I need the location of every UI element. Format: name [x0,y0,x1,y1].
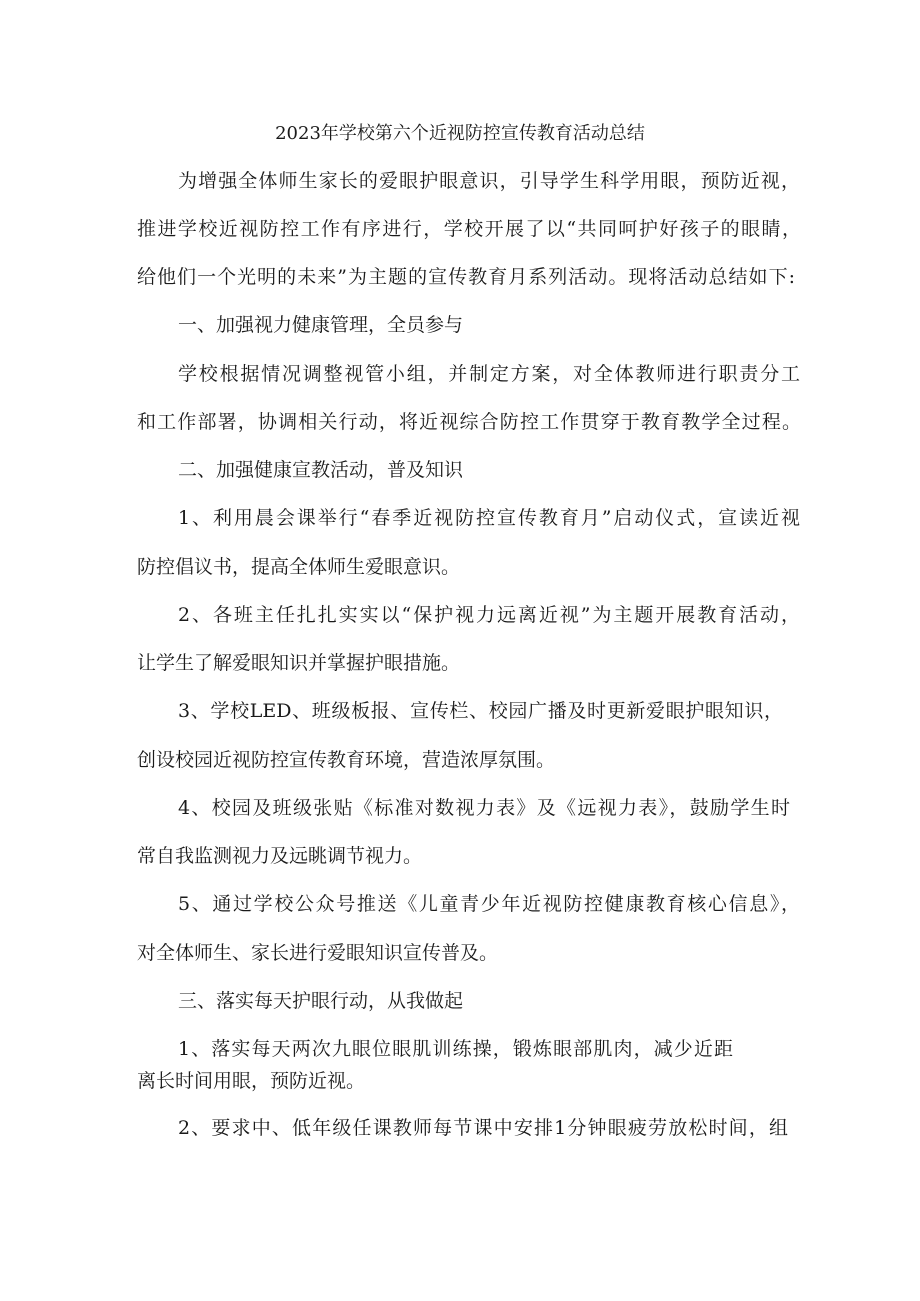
paragraph-line: 推进学校近视防控工作有序进行，学校开展了以“共同呵护好孩子的眼睛， [137,218,801,240]
paragraph-line: 5、通过学校公众号推送《儿童青少年近视防控健康教育核心信息》， [178,893,800,915]
section-heading: 二、加强健康宣教活动，普及知识 [178,459,464,481]
section-heading: 三、落实每天护眼行动，从我做起 [178,990,464,1012]
paragraph-line: 3、学校LED、班级板报、宣传栏、校园广播及时更新爱眼护眼知识， [178,700,783,722]
paragraph-line: 1、利用晨会课举行“春季近视防控宣传教育月”启动仪式，宣读近视 [178,507,800,529]
paragraph-line: 1、落实每天两次九眼位眼肌训练操，锻炼眼部肌肉，减少近距 [178,1038,733,1060]
paragraph-line: 4、校园及班级张贴《标准对数视力表》及《远视力表》，鼓励学生时 [178,797,790,819]
document-title: 2023年学校第六个近视防控宣传教育活动总结 [275,123,645,144]
paragraph-line: 对全体师生、家长进行爱眼知识宣传普及。 [137,942,499,964]
paragraph-line: 给他们一个光明的未来”为主题的宣传教育月系列活动。现将活动总结如下: [137,266,795,288]
paragraph-line: 常自我监测视力及远眺调节视力。 [137,845,423,867]
paragraph-line: 和工作部署，协调相关行动，将近视综合防控工作贯穿于教育教学全过程。 [137,411,801,433]
paragraph-line: 离长时间用眼，预防近视。 [137,1070,366,1092]
paragraph-line: 为增强全体师生家长的爱眼护眼意识，引导学生科学用眼，预防近视， [178,170,800,192]
paragraph-line: 2、要求中、低年级任课教师每节课中安排1分钟眼疲劳放松时间，组 [178,1117,788,1139]
paragraph-line: 学校根据情况调整视管小组，并制定方案，对全体教师进行职责分工 [178,363,800,385]
section-heading: 一、加强视力健康管理，全员参与 [178,314,464,336]
paragraph-line: 让学生了解爱眼知识并掌握护眼措施。 [137,652,461,674]
paragraph-line: 2、各班主任扎扎实实以“保护视力远离近视”为主题开展教育活动， [178,604,800,626]
paragraph-line: 防控倡议书，提高全体师生爱眼意识。 [137,556,461,578]
paragraph-line: 创设校园近视防控宣传教育环境，营造浓厚氛围。 [137,749,556,771]
